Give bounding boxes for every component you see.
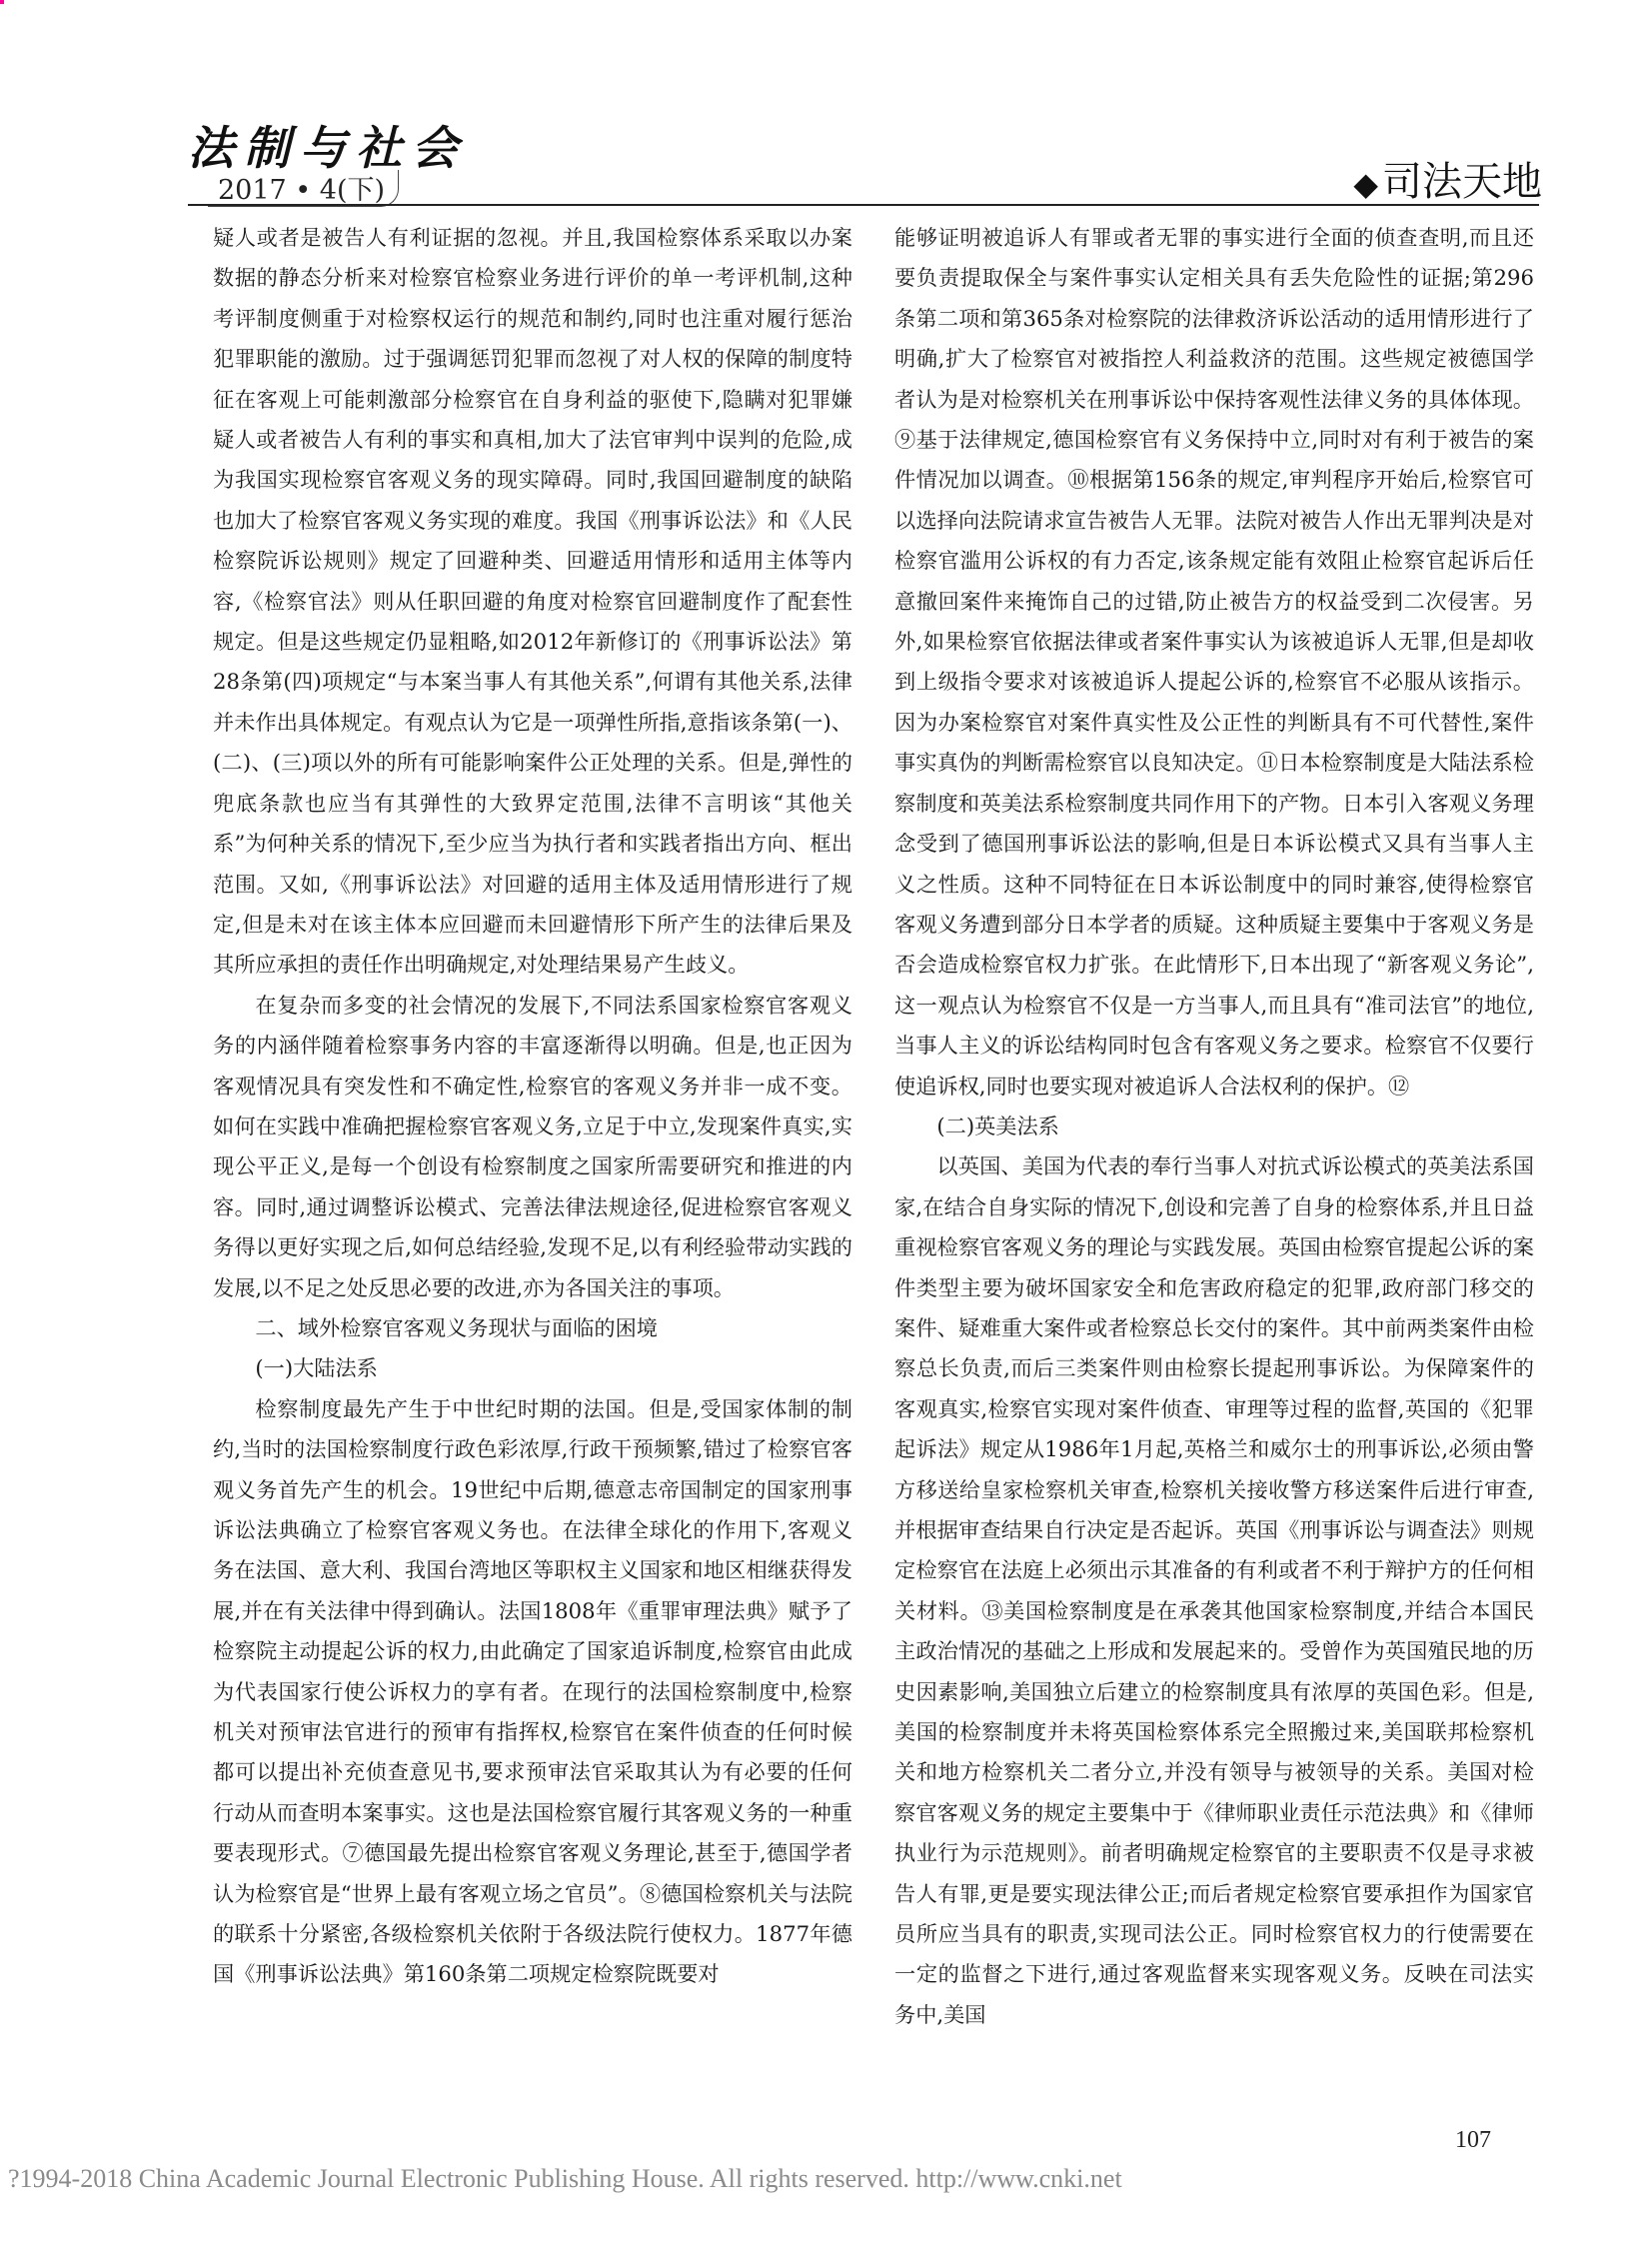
journal-title: 法制与社会 bbox=[188, 121, 468, 175]
paragraph: 检察制度最先产生于中世纪时期的法国。但是,受国家体制的制约,当时的法国检察制度行政色彩浓厚,行政干预频繁,错过了检察官客观义务首先产生的机会。19世纪中后期,德意志帝国制定的国家刑事诉讼法典确立了检察官客观义务也。在法律全球化的作用下,客观义务在法国、意大利、我国台湾地区等职权主义国家和地区相继获得发展,并在有关法律中得到确认。法国1808年《重罪审理法典》赋予了检察院主动提起公诉的权力,由此确定了国家追诉制度,检察官由此成为代表国家行使公诉权力的享有者。在现行的法国检察制度中,检察机关对预审法官进行的预审有指挥权,检察官在案件侦查的任何时候都可以提出补充侦查意见书,要求预审法官采取其认为有必要的任何行动从而查明本案事实。这也是法国检察官履行其客观义务的一种重要表现形式。⑦德国最先提出检察官客观义务理论,甚至于,德国学者认为检察官是“世界上最有客观立场之官员”。⑧德国检察机关与法院的联系十分紧密,各级检察机关依附于各级法院行使权力。1877年德国《刑事诉讼法典》第160条第二项规定检察院既要对 bbox=[213, 1395, 852, 1987]
section-label: 司法天地 bbox=[1382, 159, 1542, 205]
paragraph: 以英国、美国为代表的奉行当事人对抗式诉讼模式的英美法系国家,在结合自身实际的情况下,创设和完善了自身的检察体系,并且日益重视检察官客观义务的理论与实践发展。英国由检察官提起公诉的案件类型主要为破坏国家安全和危害政府稳定的犯罪,政府部门移交的案件、疑难重大案件或者检察总长交付的案件。其中前两类案件由检察总长负责,而后三类案件则由检察长提起刑事诉讼。为保障案件的客观真实,检察官实现对案件侦查、审理等过程的监督,英国的《犯罪起诉法》规定从1986年1月起,英格兰和威尔士的刑事诉讼,必须由警方移送给皇家检察机关审查,检察机关接收警方移送案件后进行审查,并根据审查结果自行决定是否起诉。英国《刑事诉讼与调查法》则规定检察官在法庭上必须出示其准备的有利或者不利于辩护方的任何相关材料。⑬美国检察制度是在承袭其他国家检察制度,并结合本国民主政治情况的基础之上形成和发展起来的。受曾作为英国殖民地的历史因素影响,美国独立后建立的检察制度具有浓厚的英国色彩。但是,美国的检察制度并未将英国检察体系完全照搬过来,美国联邦检察机关和地方检察机关二者分立,并没有领导与被领导的关系。美国对检察官客观义务的规定主要集中于《律师职业责任示范法典》和《律师执业行为示范规则》。前者明确规定检察官的主要职责不仅是寻求被告人有罪,更是要实现法律公正;而后者规定检察官要承担作为国家官员所应当具有的职责,实现司法公正。同时检察官权力的行使需要在一定的监督之下进行,通过客观监督来实现客观义务。反映在司法实务中,美国 bbox=[894, 1153, 1534, 2027]
section-heading: 二、域外检察官客观义务现状与面临的困境 bbox=[255, 1314, 658, 1340]
copyright-footer: ?1994-2018 China Academic Journal Electronic Publishing House. All rights reserved. http://www.cnki.net bbox=[8, 2164, 1122, 2193]
diamond-icon: ◆ bbox=[1353, 165, 1378, 203]
issue-number: 2017 • 4(下) bbox=[218, 175, 386, 206]
page-number: 107 bbox=[1455, 2127, 1491, 2153]
header-rule bbox=[188, 204, 1539, 206]
paragraph: 疑人或者是被告人有利证据的忽视。并且,我国检察体系采取以办案数据的静态分析来对检察官检察业务进行评价的单一考评机制,这种考评制度侧重于对检察权运行的规范和制约,同时也注重对履行惩治犯罪职能的激励。过于强调惩罚犯罪而忽视了对人权的保障的制度特征在客观上可能刺激部分检察官在自身利益的驱使下,隐瞒对犯罪嫌疑人或者被告人有利的事实和真相,加大了法官审判中误判的危险,成为我国实现检察官客观义务的现实障碍。同时,我国回避制度的缺陷也加大了检察官客观义务实现的难度。我国《刑事诉讼法》和《人民检察院诉讼规则》规定了回避种类、回避适用情形和适用主体等内容,《检察官法》则从任职回避的角度对检察官回避制度作了配套性规定。但是这些规定仍显粗略,如2012年新修订的《刑事诉讼法》第28条第(四)项规定“与本案当事人有其他关系”,何谓有其他关系,法律并未作出具体规定。有观点认为它是一项弹性所指,意指该条第(一)、(二)、(三)项以外的所有可能影响案件公正处理的关系。但是,弹性的兜底条款也应当有其弹性的大致界定范围,法律不言明该“其他关系”为何种关系的情况下,至少应当为执行者和实践者指出方向、框出范围。又如,《刑事诉讼法》对回避的适用主体及适用情形进行了规定,但是未对在该主体本应回避而未回避情形下所产生的法律后果及其所应承担的责任作出明确规定,对处理结果易产生歧义。 bbox=[213, 225, 852, 978]
section-heading: (二)英美法系 bbox=[936, 1113, 1059, 1138]
paragraph: 在复杂而多变的社会情况的发展下,不同法系国家检察官客观义务的内涵伴随着检察事务内容的丰富逐渐得以明确。但是,也正因为客观情况具有突发性和不确定性,检察官的客观义务并非一成不变。如何在实践中准确把握检察官客观义务,立足于中立,发现案件真实,实现公平正义,是每一个创设有检察制度之国家所需要研究和推进的内容。同时,通过调整诉讼模式、完善法律法规途径,促进检察官客观义务得以更好实现之后,如何总结经验,发现不足,以有利经验带动实践的发展,以不足之处反思必要的改进,亦为各国关注的事项。 bbox=[213, 992, 852, 1300]
corner-mark bbox=[0, 0, 4, 4]
section-heading: (一)大陆法系 bbox=[255, 1355, 378, 1381]
section-title bbox=[1353, 150, 1542, 207]
paragraph: 能够证明被追诉人有罪或者无罪的事实进行全面的侦查查明,而且还要负责提取保全与案件事实认定相关具有丢失危险性的证据;第296条第二项和第365条对检察院的法律救济诉讼活动的适用情形进行了明确,扩大了检察官对被指控人利益救济的范围。这些规定被德国学者认为是对检察机关在刑事诉讼中保持客观性法律义务的具体体现。⑨基于法律规定,德国检察官有义务保持中立,同时对有利于被告的案件情况加以调查。⑩根据第156条的规定,审判程序开始后,检察官可以选择向法院请求宣告被告人无罪。法院对被告人作出无罪判决是对检察官滥用公诉权的有力否定,该条规定能有效阻止检察官起诉后任意撤回案件来掩饰自己的过错,防止被告方的权益受到二次侵害。另外,如果检察官依据法律或者案件事实认为该被追诉人无罪,但是却收到上级指令要求对该被追诉人提起公诉的,检察官不必服从该指示。因为办案检察官对案件真实性及公正性的判断具有不可代替性,案件事实真伪的判断需检察官以良知决定。⑪日本检察制度是大陆法系检察制度和英美法系检察制度共同作用下的产物。日本引入客观义务理念受到了德国刑事诉讼法的影响,但是日本诉讼模式又具有当事人主义之性质。这种不同特征在日本诉讼制度中的同时兼容,使得检察官客观义务遭到部分日本学者的质疑。这种质疑主要集中于客观义务是否会造成检察官权力扩张。在此情形下,日本出现了“新客观义务论”,这一观点认为检察官不仅是一方当事人,而且具有“准司法官”的地位,当事人主义的诉讼结构同时包含有客观义务之要求。检察官不仅要行使追诉权,同时也要实现对被追诉人合法权利的保护。⑫ bbox=[894, 225, 1534, 1099]
right-column bbox=[894, 218, 1534, 2035]
left-column bbox=[213, 218, 852, 1995]
